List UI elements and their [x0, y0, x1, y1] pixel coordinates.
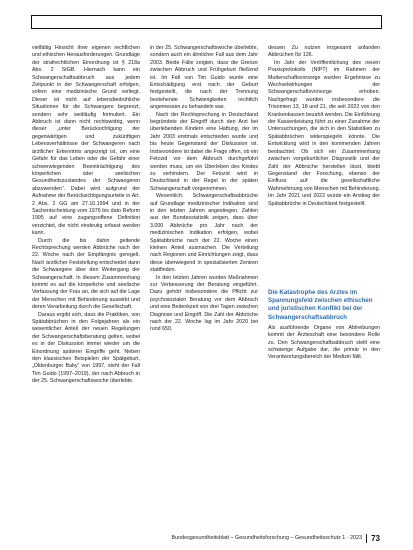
page-footer — [171, 533, 380, 543]
paragraph: Wesentlich: Schwangerschaftsabbrüche auf Grundlage medizinischer Indikation sind in den letzten Jahren angestiegen. Zahlen aus der Bundesstatistik zeigen, dass über 3.000 Abbrüche pro Jahr nach der medizinischen Indikation erfolgen, wobei Spätabbrüche nach der 22. Woche einen kleinen Anteil ausmachen. Die Verteilung nach Regionen und Einrichtungen zeigt, dass diese überwiegend in spezialisierten Zentren stattfinden. — [150, 193, 258, 274]
text-column-2 — [150, 45, 258, 525]
paragraph: in der 25. Schwangerschaftswoche überlebte, sondern auch ein ähnlicher Fall aus dem Jahr 2003. Beide Fälle zeigten, dass die Grenze zwischen Abbruch und Frühgeburt fließend ist. Im Fall von Tim Guido wurde eine Entschädigung erst nach der Geburt festgestellt, die nach der Trennung bestehende Schwierigkeiten rechtlich angemessen zu behandeln war. — [150, 45, 258, 111]
paragraph: vielfältig Hinsicht ihrer eigenen rechtlichen und ethischen Herausforderungen. Grundlage der strafrechtlichen Einordnung ist § 218a Abs. 2 StGB. Hiernach kann ein Schwangerschaftsabbruch aus jedem Zeitpunkt in der Schwangerschaft erfolgen, sofern eine medizinische Grund vorliegt. Dieser ist nicht auf lebensbedrohliche Situationen für die Schwangere begrenzt, sondern sehr weitläufig formuliert. Ein Abbruch ist dann nicht rechtswidrig, wenn dieser „unter Berücksichtigung der gegenwärtigen und zukünftigen Lebensverhältnisse der Schwangeren nach ärztlicher Erkenntnis angezeigt ist, um eine Gefahr für das Leben oder die Gefahr einer schwerwiegenden Beeinträchtigung des körperlichen oder seelischen Gesundheitszustandes der Schwangeren abzuwenden“. Dabei wird aufgrund der Aufnahme der Berücksichtigungsurteile in Art. 2 Abs. 2 GG am 27.10.1994 und in der Sachentscheidung vom 1976 bis dato Reform 1995 auf eine zugangsoffene Definition verzichtet, die nicht eindeutig erfasst werden kann. — [32, 45, 140, 237]
text-column-3 — [268, 45, 380, 525]
paragraph: Durch die bis dahin geltende Rechtsprechung werden Abbrüche nach der 22. Woche nach der Empfängnis geregelt. Nach ärztlicher Feststellung entscheidet dann die Schwangere über den Weitergang der Schwangerschaft. In diesem Zusammenhang kommt es auf die körperliche und seelische Verfassung der Frau an, die sich auf die Lage der Menschen mit Behinderung auswirkt und deren Verarbeitung durch die Gesellschaft. — [32, 237, 140, 311]
header-rule-box — [31, 15, 382, 29]
column-3-body — [268, 45, 380, 285]
column-3-section-body — [268, 325, 380, 362]
paragraph: Im Jahr der Veröffentlichung des neuen Praxisprotokolls (NIPT) im Rahmen der Mutterschaftsvorsorge wurden Ergebnisse zu Wechselwirkungen der Schwangerschaftsvorsorge erhoben. Nachgefragt wurden insbesondere die Trisomien 13, 18 und 21, die seit 2022 von den Krankenkassen bezahlt werden. Die Einführung der Kassenleistung führt zu einer Zunahme der Untersuchungen, die sich in den Statistiken zu Spätabbrüchen widerspiegeln könnte. Die Entwicklung wird in den kommenden Jahren beobachtet. Ob sich ein Zusammenhang zwischen vorgeburtlicher Diagnostik und der Zahl der Abbrüche herstellen lässt, bleibt Gegenstand der Forschung, ebenso der Einfluss auf die gesellschaftliche Wahrnehmung von Menschen mit Behinderung. Im Jahr 2021 und 2022 wurde ein Anstieg der Spätabbrüche in Deutschland festgestellt. — [268, 59, 380, 207]
footer-separator — [366, 534, 367, 543]
paragraph: In den letzten Jahren wurden Maßnahmen zur Verbesserung der Beratung eingeführt. Dazu gehört insbesondere die Pflicht zur psychosozialen Beratung vor dem Abbruch und eine Bedenkzeit von drei Tagen zwischen Diagnose und Eingriff. Die Zahl der Abbrüche nach der 22. Woche lag im Jahr 2020 bei rund 650. — [150, 274, 258, 333]
paragraph: Nach der Rechtsprechung in Deutschland begründete der Eingriff durch den Arzt bei überlebenden Kindern eine Haftung, der im Jahr 2003 erstmals entschieden wurde und bis heute Gegenstand der Diskussion ist. Insbesondere ist dabei die Frage offen, ob ein Fetozid vor dem Abbruch durchgeführt werden muss, um ein Überleben des Kindes zu verhindern. Der Fetozid wird in Deutschland in der Regel in der späten Schwangerschaft vorgenommen. — [150, 111, 258, 192]
paragraph: Daraus ergibt sich, dass die Praktiken, von Spätabbrüchen in den Folgejahren als ein wesentlicher Anteil der neuen Regelungen der Schwangerschaftsberatung gelten, wobei es in der Diskussion immer wieder um die Einordnung späterer Eingriffe geht. Neben den klassischen Beispielen der Spätgeburt, „Oldenburger Baby“ von 1997, steht der Fall Tim Guido (1997–2019), der nach Abbruch in der 25. Schwangerschaftswoche überlebte. — [32, 311, 140, 385]
journal-citation: Bundesgesundheitsblatt – Gesundheitsforschung – Gesundheitsschutz 1 · 2023 — [171, 535, 363, 541]
paragraph: dessen Zu nutzen insgesamt anfanden Abbrüchen für 126. — [268, 45, 380, 59]
paragraph: Als ausführende Organe von Abtreibungen kommt der Ärzteschaft eine besondere Rolle zu. Den Schwangerschaftsabbruch stellt eine schwierige Aufgabe dar, die primär in den Verantwortungsbereich der Medizin fällt. — [268, 324, 380, 361]
section-heading: Die Katastrophe des Arztes im Spannungsfeld zwischen ethischen und juristischen Konflikt bei der Schwangerschaftsabbruch — [268, 289, 373, 321]
text-column-1 — [32, 45, 140, 525]
page-number: 73 — [371, 533, 380, 543]
